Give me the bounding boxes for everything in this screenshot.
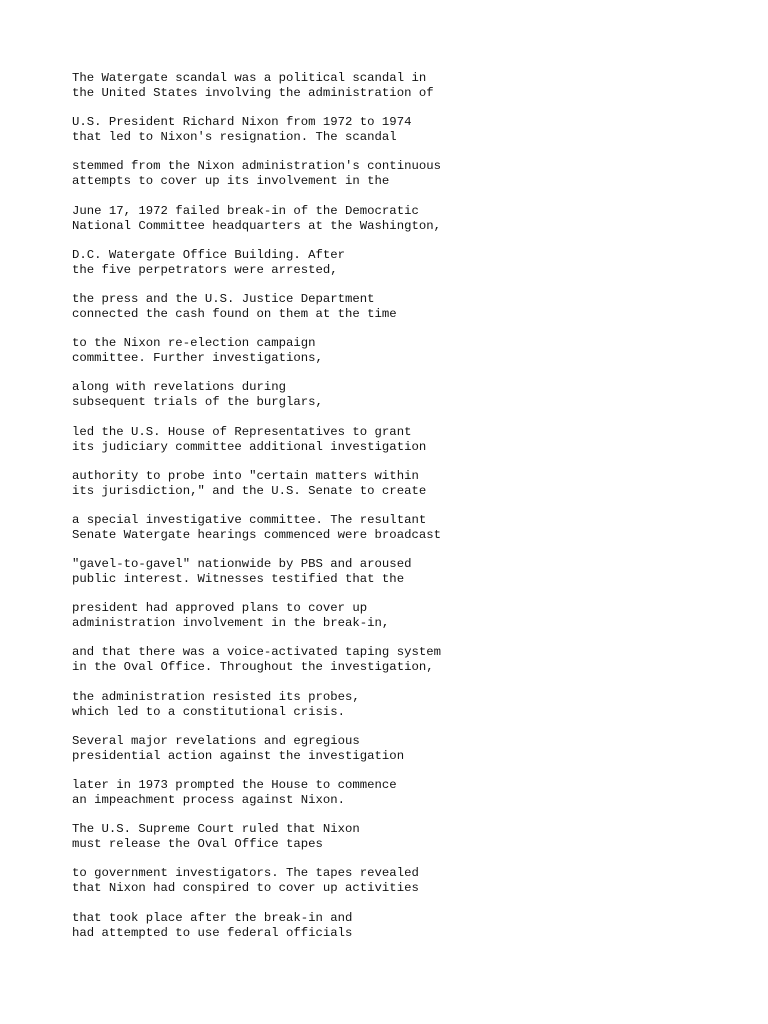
text-line: Several major revelations and egregious (72, 733, 360, 748)
text-line: committee. Further investigations, (72, 351, 323, 366)
text-line: connected the cash found on them at the time (72, 306, 397, 321)
text-line: that Nixon had conspired to cover up activities (72, 881, 419, 896)
paragraph (72, 159, 732, 203)
text-line: the administration resisted its probes, (72, 689, 360, 704)
paragraph (72, 601, 732, 645)
text-line: and that there was a voice-activated taping system (72, 645, 441, 660)
paragraph (72, 469, 732, 513)
text-line: to the Nixon re-election campaign (72, 336, 316, 351)
text-line: attempts to cover up its involvement in the (72, 174, 390, 189)
text-line: to government investigators. The tapes revealed (72, 866, 419, 881)
text-line: Senate Watergate hearings commenced were broadcast (72, 527, 441, 542)
text-line: in the Oval Office. Throughout the investigation, (72, 660, 434, 675)
text-line: National Committee headquarters at the Washington, (72, 218, 441, 233)
text-line: presidential action against the investigation (72, 748, 405, 763)
text-line: later in 1973 prompted the House to commence (72, 778, 397, 792)
paragraph (72, 336, 732, 380)
text-line: The U.S. Supreme Court ruled that Nixon (72, 822, 360, 837)
document-body (72, 71, 732, 955)
text-line: a special investigative committee. The resultant (72, 512, 427, 527)
text-line: along with revelations during (72, 380, 287, 395)
text-line: its jurisdiction," and the U.S. Senate to create (72, 483, 427, 498)
paragraph (72, 645, 732, 689)
text-line: that led to Nixon's resignation. The scandal (72, 130, 397, 145)
text-line: administration involvement in the break-in, (72, 616, 390, 631)
text-line: that took place after the break-in and (72, 910, 353, 925)
text-line: had attempted to use federal officials (72, 925, 353, 940)
paragraph (72, 557, 732, 601)
text-line: must release the Oval Office tapes (72, 837, 323, 852)
paragraph (72, 292, 732, 336)
paragraph (72, 248, 732, 292)
text-line: stemmed from the Nixon administration's continuous (72, 159, 441, 174)
text-line: an impeachment process against Nixon. (72, 793, 346, 807)
text-line: public interest. Witnesses testified that the (72, 572, 405, 587)
paragraph (72, 425, 732, 469)
text-line: president had approved plans to cover up (72, 601, 368, 616)
paragraph (72, 822, 732, 866)
paragraph (72, 911, 732, 955)
paragraph (72, 513, 732, 557)
text-line: The Watergate scandal was a political scandal in (72, 71, 427, 85)
text-line: the United States involving the administration of (72, 86, 434, 100)
paragraph (72, 690, 732, 734)
paragraph (72, 115, 732, 159)
paragraph (72, 734, 732, 778)
text-line: subsequent trials of the burglars, (72, 395, 323, 410)
text-line: its judiciary committee additional investigation (72, 439, 427, 454)
paragraph (72, 204, 732, 248)
text-line: the press and the U.S. Justice Department (72, 291, 375, 306)
paragraph (72, 866, 732, 910)
paragraph (72, 778, 732, 822)
text-line: authority to probe into "certain matters within (72, 468, 419, 483)
text-line: U.S. President Richard Nixon from 1972 to 1974 (72, 115, 412, 130)
text-line: "gavel-to-gavel" nationwide by PBS and aroused (72, 557, 412, 572)
paragraph (72, 71, 732, 115)
text-line: D.C. Watergate Office Building. After (72, 247, 346, 262)
text-line: led the U.S. House of Representatives to grant (72, 424, 412, 439)
paragraph (72, 380, 732, 424)
text-line: June 17, 1972 failed break-in of the Democratic (72, 203, 419, 218)
text-line: which led to a constitutional crisis. (72, 704, 346, 719)
text-line: the five perpetrators were arrested, (72, 262, 338, 277)
